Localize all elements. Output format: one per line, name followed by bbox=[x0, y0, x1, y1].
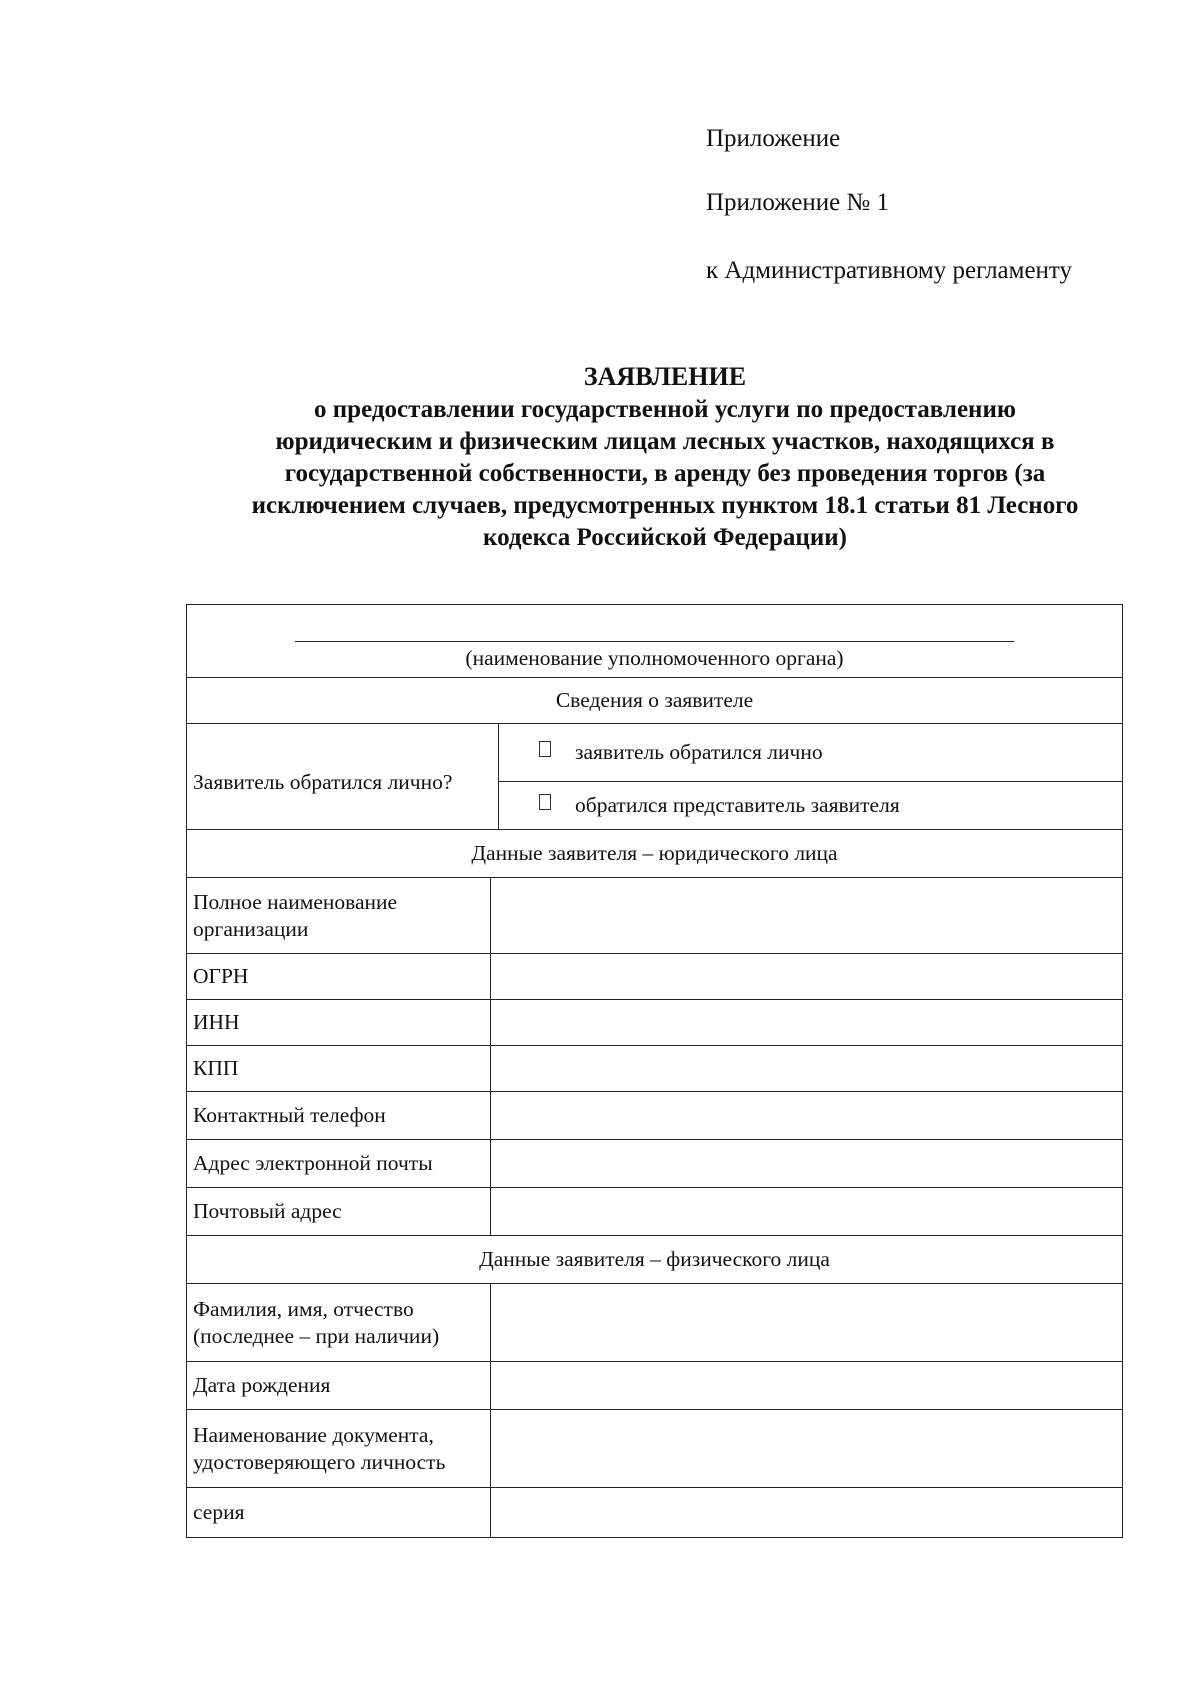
authority-row bbox=[187, 605, 1123, 678]
applicant-info-header: Сведения о заявителе bbox=[187, 678, 1123, 724]
form-row bbox=[187, 1488, 1123, 1538]
field-label: Дата рождения bbox=[187, 1362, 491, 1410]
field-label: Фамилия, имя, отчество (последнее – при наличии) bbox=[187, 1284, 491, 1362]
section-header-row bbox=[187, 830, 1123, 878]
field-label: ОГРН bbox=[187, 954, 491, 1000]
field-label: КПП bbox=[187, 1046, 491, 1092]
id-series-input[interactable] bbox=[491, 1488, 1123, 1538]
form-row bbox=[187, 1092, 1123, 1140]
contact-phone-input[interactable] bbox=[491, 1092, 1123, 1140]
field-label: серия bbox=[187, 1488, 491, 1538]
title-block bbox=[180, 360, 1150, 554]
document-subtitle: о предоставлении государственной услуги по предоставлению юридическим и физическим лицам лесных участков, находящихся в государственной собственности, в аренду без проведения торгов (за исключением случаев, предусмотренных пунктом 18.1 статьи 81 Лесного кодекса Российской Федерации) bbox=[251, 396, 1079, 551]
email-input[interactable] bbox=[491, 1140, 1123, 1188]
form-row bbox=[187, 1140, 1123, 1188]
form-row bbox=[187, 954, 1123, 1000]
legal-entity-header: Данные заявителя – юридического лица bbox=[187, 830, 1123, 878]
form-row bbox=[187, 1362, 1123, 1410]
form-row bbox=[187, 1284, 1123, 1362]
postal-address-input[interactable] bbox=[491, 1188, 1123, 1236]
field-label: ИНН bbox=[187, 1000, 491, 1046]
authority-caption: (наименование уполномоченного органа) bbox=[465, 646, 844, 670]
form-row bbox=[187, 1000, 1123, 1046]
annex-number: Приложение № 1 bbox=[706, 189, 890, 216]
id-document-name-input[interactable] bbox=[491, 1410, 1123, 1488]
authority-underline bbox=[295, 641, 1014, 642]
form-row bbox=[187, 1410, 1123, 1488]
ogrn-input[interactable] bbox=[491, 954, 1123, 1000]
inn-input[interactable] bbox=[491, 1000, 1123, 1046]
authority-field[interactable] bbox=[187, 605, 1123, 678]
full-org-name-input[interactable] bbox=[491, 878, 1123, 954]
form-row bbox=[187, 878, 1123, 954]
annex-reference: к Административному регламенту bbox=[706, 257, 1073, 284]
kpp-input[interactable] bbox=[491, 1046, 1123, 1092]
field-label: Почтовый адрес bbox=[187, 1188, 491, 1236]
annex-label: Приложение bbox=[706, 125, 841, 152]
checkbox-icon[interactable] bbox=[539, 794, 551, 810]
applied-in-person-label: Заявитель обратился лично? bbox=[187, 724, 499, 830]
field-label: Контактный телефон bbox=[187, 1092, 491, 1140]
applied-in-person-row bbox=[187, 724, 1123, 782]
individual-header: Данные заявителя – физического лица bbox=[187, 1236, 1123, 1284]
field-label: Полное наименование организации bbox=[187, 878, 491, 954]
option-in-person[interactable] bbox=[499, 724, 1123, 782]
checkbox-icon[interactable] bbox=[539, 741, 551, 757]
section-header-row bbox=[187, 1236, 1123, 1284]
application-form-table bbox=[186, 604, 1123, 1538]
option-in-person-label: заявитель обратился лично bbox=[575, 740, 823, 764]
full-name-input[interactable] bbox=[491, 1284, 1123, 1362]
form-row bbox=[187, 1046, 1123, 1092]
option-representative[interactable] bbox=[499, 782, 1123, 830]
section-header-row bbox=[187, 678, 1123, 724]
birth-date-input[interactable] bbox=[491, 1362, 1123, 1410]
option-representative-label: обратился представитель заявителя bbox=[575, 793, 900, 817]
field-label: Адрес электронной почты bbox=[187, 1140, 491, 1188]
document-title: ЗАЯВЛЕНИЕ bbox=[583, 362, 747, 391]
field-label: Наименование документа, удостоверяющего личность bbox=[187, 1410, 491, 1488]
form-row bbox=[187, 1188, 1123, 1236]
